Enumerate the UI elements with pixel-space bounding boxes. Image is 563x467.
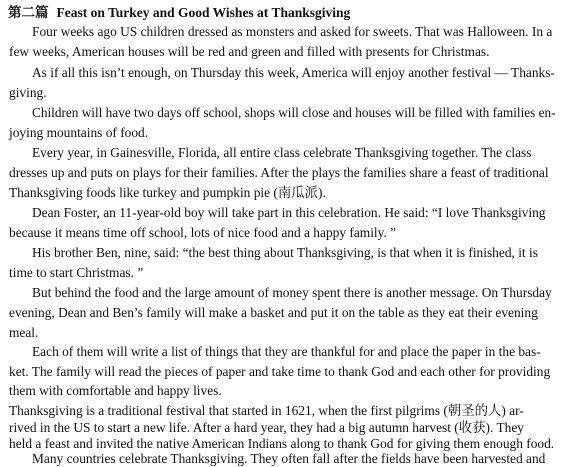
text-line: Dean Foster, an 11-year-old boy will take part in this celebration. He said: “I love Thanksgiving: [32, 205, 546, 220]
text-line: held a feast and invited the native American Indians along to thank God for giving them enough food.: [9, 436, 555, 451]
text-line: Thanksgiving is a traditional festival that started in 1621, when the first pilgrims (朝圣的人) ar-: [9, 403, 524, 418]
text-line: rived in the US to start a new life. After a hard year, they had a big autumn harvest (收获). They: [9, 420, 524, 435]
text-line: As if all this isn’t enough, on Thursday this week, America will enjoy another festival — Thanks-: [32, 65, 555, 80]
text-line: Children will have two days off school, shops will close and houses will be filled with families en-: [32, 105, 556, 120]
article-title: [8, 1, 350, 21]
text-line: His brother Ben, nine, said: “the best thing about Thanksgiving, is that when it is finished, it is: [32, 245, 538, 260]
text-line: time to start Christmas. ”: [9, 265, 144, 280]
text-line: evening, Dean and Ben’s family will make a basket and put it on the table as they eat their evening: [9, 305, 538, 320]
text-line: Thanksgiving foods like turkey and pumpkin pie (南瓜派).: [9, 185, 326, 200]
text-line: dresses up and puts on plays for their families. After the plays the families share a feast of traditional: [9, 165, 549, 180]
text-line: Four weeks ago US children dressed as monsters and asked for sweets. That was Halloween. In a: [32, 24, 553, 39]
section-label: 第二篇: [8, 5, 49, 20]
text-line: giving.: [9, 85, 47, 100]
text-line: Every year, in Gainesville, Florida, all entire class celebrate Thanksgiving together. The class: [32, 145, 532, 160]
text-line: meal.: [9, 325, 39, 340]
text-line: ket. The family will read the pieces of paper and take time to thank God and each other for providing: [9, 364, 551, 379]
text-line: them with comfortable and happy lives.: [9, 383, 222, 398]
text-line: because it means time off school, lots of nice food and a happy family. ”: [9, 225, 397, 240]
text-line: joying mountains of food.: [9, 125, 149, 140]
text-line: Many countries celebrate Thanksgiving. They often fall after the fields have been harvested and: [32, 451, 546, 466]
text-line: But behind the food and the large amount of money spent there is another message. On Thursday: [32, 285, 552, 300]
text-line: Each of them will write a list of things that they are thankful for and place the paper in the bas-: [32, 344, 541, 359]
title-text: Feast on Turkey and Good Wishes at Thanksgiving: [56, 5, 351, 20]
text-line: few weeks, American houses will be red and green and filled with presents for Christmas.: [9, 44, 490, 59]
